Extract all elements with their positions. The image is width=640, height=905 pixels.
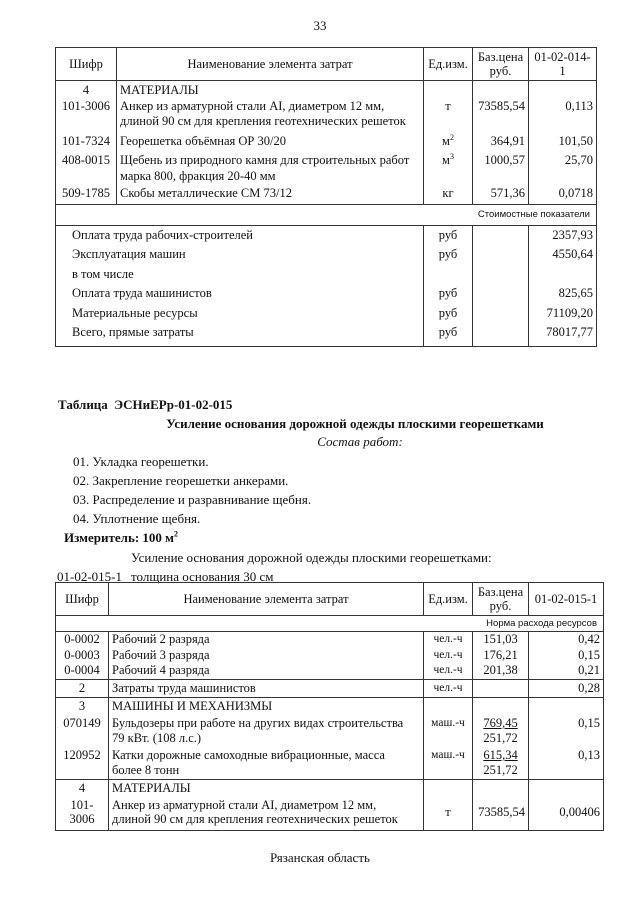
row-value: 0,0718	[529, 184, 597, 204]
section-heading: Усиление основания дорожной одежды плоскими георешетками	[166, 416, 544, 431]
row-price: 201,38	[473, 663, 529, 679]
row-name: Анкер из арматурной стали AI, диаметром 12 мм, длиной 90 см для крепления геотехнических решеток	[117, 99, 424, 130]
summary-unit	[424, 265, 473, 285]
row-code: 101-7324	[56, 130, 117, 150]
resource-table-01-02-014-1	[55, 47, 597, 347]
section-code: 3	[56, 697, 109, 713]
row-name: Катки дорожные самоходные вибрационные, масса более 8 тонн	[109, 745, 424, 780]
row-value: 0,13	[529, 745, 604, 780]
summary-value: 4550,64	[529, 245, 597, 265]
row-name: Рабочий 2 разряда	[109, 632, 424, 648]
summary-unit: руб	[424, 323, 473, 346]
table-row	[56, 149, 597, 184]
item-code: 01-02-015-1	[57, 569, 122, 584]
band-label: Норма расхода ресурсов	[56, 616, 604, 632]
row-code: 509-1785	[56, 184, 117, 204]
work-item: 03. Распределение и разравнивание щебня.	[73, 492, 312, 507]
cost-indicators-band	[56, 204, 597, 225]
table-row	[56, 663, 604, 679]
row-price: 151,03	[473, 632, 529, 648]
work-item: 04. Уплотнение щебня.	[73, 511, 201, 526]
row-name: Анкер из арматурной стали AI, диаметром 12 мм, длиной 90 см для крепления геотехнических решеток	[109, 796, 424, 831]
col-header-name: Наименование элемента затрат	[117, 48, 424, 81]
work-item: 01. Укладка георешетки.	[73, 454, 209, 469]
col-header-unit: Ед.изм.	[424, 48, 473, 81]
row-unit: т	[424, 99, 473, 130]
row-unit: $м^2$	[424, 130, 473, 150]
col-header-code: Шифр	[56, 48, 117, 81]
row-unit: маш.-ч	[424, 713, 473, 745]
col-header-price: Баз.цена руб.	[473, 48, 529, 81]
row-value: 0,21	[529, 663, 604, 679]
summary-value	[529, 265, 597, 285]
col-header-norm-code: 01-02-015-1	[529, 583, 604, 616]
resource-norm-band	[56, 616, 604, 632]
table-title: Таблица ЭСНиЕРр-01-02-015	[58, 397, 233, 412]
summary-value: 71109,20	[529, 304, 597, 324]
row-price: 615,34 251,72	[473, 745, 529, 780]
work-item: 02. Закрепление георешетки анкерами.	[73, 473, 289, 488]
row-price: 571,36	[473, 184, 529, 204]
row-name: Георешетка объёмная ОР 30/20	[117, 130, 424, 150]
summary-unit: руб	[424, 245, 473, 265]
row-unit: маш.-ч	[424, 745, 473, 780]
col-header-code: Шифр	[56, 583, 109, 616]
summary-label: Материальные ресурсы	[56, 304, 424, 324]
row-price: 769,45 251,72	[473, 713, 529, 745]
row-code: 120952	[56, 745, 109, 780]
table-row	[56, 796, 604, 831]
summary-unit: руб	[424, 225, 473, 245]
summary-label: Всего, прямые затраты	[56, 323, 424, 346]
operators-row	[56, 679, 604, 697]
row-code: 101-3006	[56, 99, 117, 130]
row-unit: чел.-ч	[424, 648, 473, 664]
summary-row	[56, 225, 597, 245]
row-code: 101-3006	[56, 796, 109, 831]
row-value: 0,42	[529, 632, 604, 648]
page-number: 33	[313, 18, 327, 33]
row-code: 0-0004	[56, 663, 109, 679]
row-name: Рабочий 3 разряда	[109, 648, 424, 664]
summary-label: Оплата труда рабочих-строителей	[56, 225, 424, 245]
row-unit: чел.-ч	[424, 663, 473, 679]
table-row	[56, 632, 604, 648]
row-unit: $м^3$	[424, 149, 473, 184]
subtitle: Усиление основания дорожной одежды плоскими георешетками:	[131, 550, 492, 565]
row-code: 408-0015	[56, 149, 117, 184]
summary-row	[56, 304, 597, 324]
page-footer: Рязанская область	[270, 850, 370, 865]
section-title: МАТЕРИАЛЫ	[109, 780, 424, 796]
summary-unit: руб	[424, 304, 473, 324]
row-value: 0,00406	[529, 796, 604, 831]
row-price: 176,21	[473, 648, 529, 664]
row-name: Рабочий 4 разряда	[109, 663, 424, 679]
row-code: 070149	[56, 713, 109, 745]
table-row	[56, 184, 597, 204]
row-name: Бульдозеры при работе на других видах строительства 79 кВт. (108 л.с.)	[109, 713, 424, 745]
works-title: Состав работ:	[317, 434, 403, 449]
row-value: 25,70	[529, 149, 597, 184]
col-header-name: Наименование элемента затрат	[109, 583, 424, 616]
summary-row	[56, 284, 597, 304]
row-value: 0,28	[529, 679, 604, 697]
row-value: 0,113	[529, 99, 597, 130]
row-price: 1000,57	[473, 149, 529, 184]
table-row	[56, 99, 597, 130]
meter-label: Измеритель: 100 $м^2$	[64, 529, 179, 545]
row-unit: чел.-ч	[424, 632, 473, 648]
band-label: Стоимостные показатели	[56, 204, 597, 225]
section-title: МАТЕРИАЛЫ	[117, 81, 424, 99]
table-row	[56, 713, 604, 745]
col-header-norm-code: 01-02-014-1	[529, 48, 597, 81]
row-name: Щебень из природного камня для строительных работ марка 800, фракция 20-40 мм	[117, 149, 424, 184]
summary-value: 2357,93	[529, 225, 597, 245]
table-header-row	[56, 583, 604, 616]
row-value: 0,15	[529, 648, 604, 664]
row-name: Скобы металлические СМ 73/12	[117, 184, 424, 204]
row-code: 0-0002	[56, 632, 109, 648]
table-row	[56, 648, 604, 664]
table-row	[56, 130, 597, 150]
row-unit: кг	[424, 184, 473, 204]
section-row-machines	[56, 697, 604, 713]
section-row-materials	[56, 780, 604, 796]
row-value: 101,50	[529, 130, 597, 150]
summary-row	[56, 245, 597, 265]
summary-row	[56, 323, 597, 346]
summary-label: Оплата труда машинистов	[56, 284, 424, 304]
row-code: 2	[56, 679, 109, 697]
col-header-unit: Ед.изм.	[424, 583, 473, 616]
section-code: 4	[56, 780, 109, 796]
resource-table-01-02-015-1	[55, 582, 604, 831]
section-row-materials	[56, 81, 597, 99]
summary-value: 78017,77	[529, 323, 597, 346]
col-header-price: Баз.цена руб.	[473, 583, 529, 616]
row-price: 73585,54	[473, 796, 529, 831]
summary-label: Эксплуатация машин	[56, 245, 424, 265]
row-unit: чел.-ч	[424, 679, 473, 697]
row-unit: т	[424, 796, 473, 831]
row-value: 0,15	[529, 713, 604, 745]
table-row	[56, 745, 604, 780]
summary-unit: руб	[424, 284, 473, 304]
section-title: МАШИНЫ И МЕХАНИЗМЫ	[109, 697, 424, 713]
row-price: 364,91	[473, 130, 529, 150]
section-code: 4	[56, 81, 117, 99]
summary-row	[56, 265, 597, 285]
item-name: толщина основания 30 см	[131, 569, 274, 584]
table-header-row	[56, 48, 597, 81]
row-name: Затраты труда машинистов	[109, 679, 424, 697]
summary-label: в том числе	[56, 265, 424, 285]
row-price: 73585,54	[473, 99, 529, 130]
row-code: 0-0003	[56, 648, 109, 664]
summary-value: 825,65	[529, 284, 597, 304]
